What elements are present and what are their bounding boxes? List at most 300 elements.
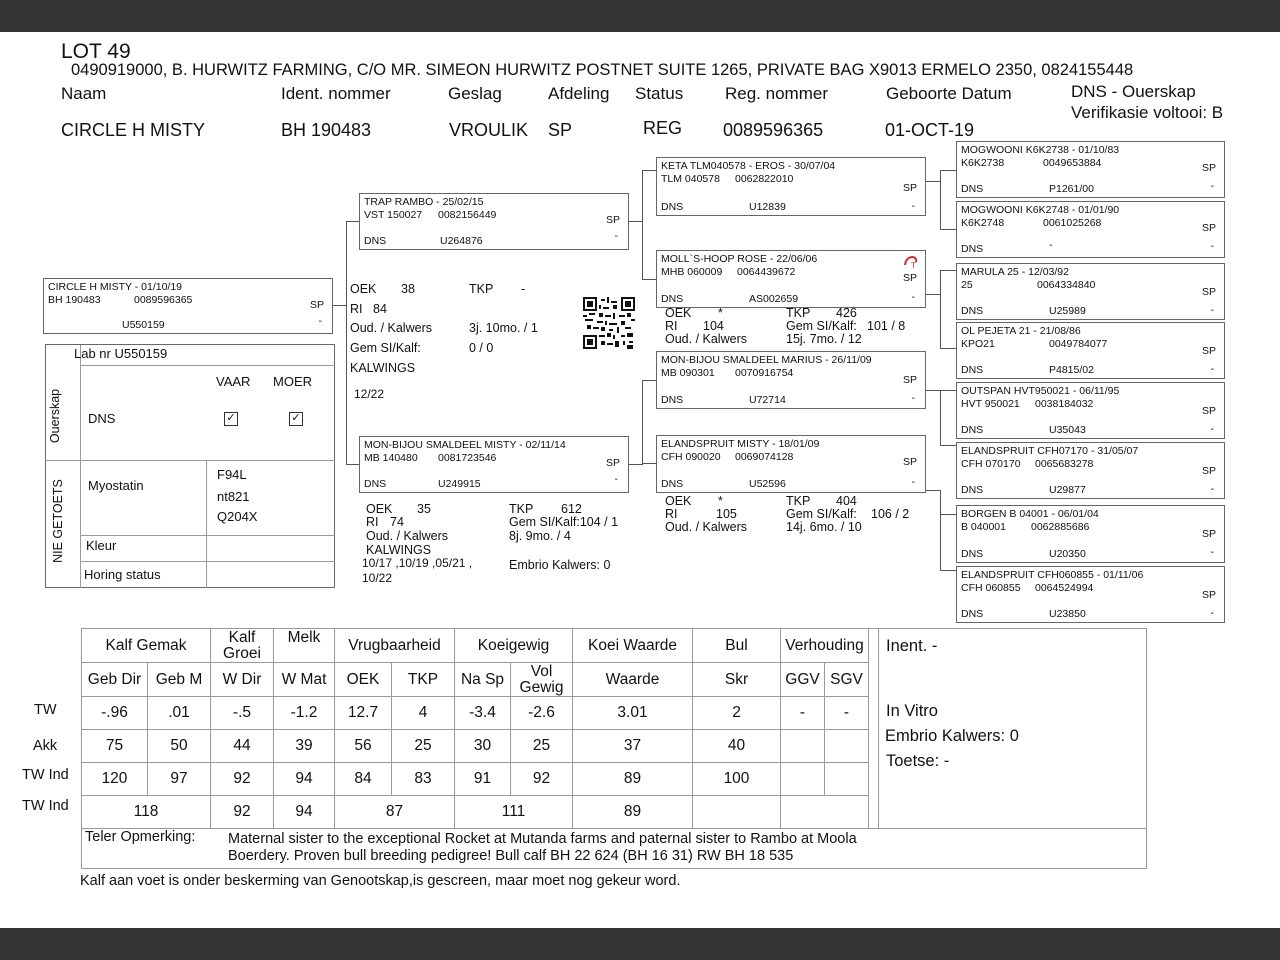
table-cell: 30 [455, 730, 511, 763]
table-cell: 3.01 [573, 697, 693, 730]
ggp-reg: 0038184032 [1035, 398, 1094, 410]
ggp-u: U35043 [1049, 424, 1086, 436]
sire-dash: - [614, 230, 618, 242]
connector [940, 348, 956, 349]
ggp-dns: DNS [961, 364, 984, 376]
embrio-kalwers: Embrio Kalwers: 0 [885, 727, 1019, 745]
sire-sp: SP [605, 214, 620, 226]
table-cell: 40 [693, 730, 781, 763]
gp-dash: - [911, 200, 915, 212]
divider [80, 345, 81, 588]
value-ident: BH 190483 [281, 120, 372, 140]
label-status: Status [635, 84, 684, 103]
gp-u: U72714 [749, 394, 786, 406]
ggp-dns: DNS [961, 183, 984, 195]
connector [940, 270, 941, 348]
ggp-title: BORGEN B 04001 - 06/01/04 [961, 508, 1099, 520]
connector [940, 170, 941, 229]
table-cell: 91 [455, 763, 511, 796]
col-vol-gewig [511, 663, 573, 697]
stat-kalwings-value: 10/17 ,10/19 ,05/21 , [362, 556, 473, 570]
ggp-u: U23850 [1049, 608, 1086, 620]
stat-tkp-value: 404 [836, 494, 857, 508]
bottom-bar [0, 928, 1280, 960]
stat-gem-label: Gem SI/Kalf: [786, 319, 857, 333]
value-naam: CIRCLE H MISTY [61, 120, 206, 140]
ebv-table [81, 628, 869, 829]
stat-ri-label: RI [665, 507, 678, 521]
stat-tkp-value: - [521, 282, 526, 296]
table-cell: 89 [573, 763, 693, 796]
connector [629, 221, 643, 222]
dam-title: MON-BIJOU SMALDEEL MISTY - 02/11/14 [364, 439, 566, 451]
row-label-twind: TW Ind [22, 767, 69, 783]
table-cell: 92 [211, 796, 274, 829]
great-grandparent-box [956, 505, 1225, 563]
animal-dash: - [318, 315, 322, 327]
great-grandparent-box [956, 382, 1225, 439]
group-melk: Melk [274, 629, 335, 663]
ggp-dns: DNS [961, 424, 984, 436]
table-cell: -1.2 [274, 697, 335, 730]
connector [940, 390, 941, 446]
inent: Inent. - [886, 637, 938, 655]
group-kalf-groei [211, 629, 274, 663]
teler-text-1: Maternal sister to the exceptional Rocket at Mutanda farms and paternal sister to Rambo at Moola [228, 831, 857, 847]
ggp-title: ELANDSPRUIT CFH060855 - 01/11/06 [961, 569, 1144, 581]
dns-ouerskap: DNS - Ouerskap [1071, 82, 1196, 101]
group-vrugbaarheid: Vrugbaarheid [335, 629, 455, 663]
great-grandparent-box [956, 201, 1225, 258]
gp-u: AS002659 [749, 293, 799, 305]
value-afdeling: SP [548, 120, 573, 140]
ggp-id: HVT 950021 [961, 398, 1020, 410]
stat-oek-value: 35 [417, 502, 431, 516]
ggp-id: K6K2748 [961, 217, 1005, 229]
table-row [82, 796, 869, 829]
table-cell [781, 796, 869, 829]
table-cell: 84 [335, 763, 392, 796]
animal-reg: 0089596365 [134, 294, 193, 306]
gp-dns: DNS [661, 293, 684, 305]
stat-oek-value: * [718, 494, 723, 508]
ggp-dns: DNS [961, 243, 984, 255]
stat-oek-value: * [718, 306, 723, 320]
table-cell: 120 [82, 763, 148, 796]
sire-title: TRAP RAMBO - 25/02/15 [364, 196, 484, 208]
grandparent-box [656, 351, 926, 409]
myostatin-label: Myostatin [88, 478, 144, 493]
great-grandparent-box [956, 263, 1225, 320]
stat-oud-value: 15j. 7mo. / 12 [786, 332, 862, 346]
label-afdeling: Afdeling [548, 84, 610, 103]
table-cell [825, 763, 869, 796]
ggp-dash: - [1210, 363, 1214, 375]
logo-icon [903, 255, 919, 269]
lab-nr: Lab nr U550159 [74, 346, 168, 361]
table-row [82, 730, 869, 763]
svg-text:T: T [911, 261, 916, 269]
divider [80, 561, 335, 562]
stat-tkp-value: 426 [836, 306, 857, 320]
label-ident: Ident. nommer [281, 84, 391, 103]
qr-code-icon [583, 297, 635, 349]
gp-dash: - [911, 291, 915, 303]
animal-sp: SP [309, 299, 324, 311]
ggp-title: MOGWOONI K6K2738 - 01/10/83 [961, 144, 1120, 156]
label-geslag: Geslag [448, 84, 502, 103]
stat-kalwings-value: 12/22 [354, 387, 385, 401]
table-cell: -.5 [211, 697, 274, 730]
value-geslag: VROULIK [449, 120, 529, 140]
table-cell: - [825, 697, 869, 730]
vaar-header: VAAR [216, 374, 251, 389]
table-cell: 92 [211, 763, 274, 796]
stat-tkp-label: TKP [786, 494, 811, 508]
stat-oek-label: OEK [665, 494, 692, 508]
table-cell: 118 [82, 796, 211, 829]
ouerskap-label: Ouerskap [48, 388, 63, 444]
ggp-dash: - [1210, 607, 1214, 619]
teler-text-2: Boerdery. Proven bull breeding pedigree! Bull calf BH 22 624 (BH 16 31) RW BH 18 535 [228, 848, 794, 864]
connector [346, 221, 359, 222]
sire-reg: 0082156449 [438, 209, 497, 221]
grandparent-box [656, 250, 926, 308]
animal-u: U550159 [122, 319, 165, 331]
table-cell: 94 [274, 796, 335, 829]
stat-ri-label: RI [350, 302, 363, 316]
ggp-dash: - [1210, 546, 1214, 558]
row-label-twind2: TW Ind [22, 798, 69, 814]
ggp-title: OL PEJETA 21 - 21/08/86 [961, 325, 1081, 337]
table-cell: 87 [335, 796, 455, 829]
stat-ri-value: 104 [703, 319, 724, 333]
ggp-sp: SP [1201, 162, 1216, 174]
gp-id: MHB 060009 [661, 266, 723, 278]
ggp-id: CFH 060855 [961, 582, 1021, 594]
group-bul: Bul [693, 629, 781, 663]
connector [346, 464, 359, 465]
animal-box [43, 278, 333, 334]
table-cell: 39 [274, 730, 335, 763]
stat-gem-value: 0 / 0 [469, 341, 494, 355]
gp-reg: 0070916754 [735, 367, 794, 379]
moer-checkbox: ✓ [289, 412, 303, 426]
stat-kalwings-value: 10/22 [362, 571, 393, 585]
myostatin-value: Q204X [217, 509, 258, 524]
ggp-sp: SP [1201, 589, 1216, 601]
divider [81, 828, 1147, 829]
table-row [82, 763, 869, 796]
ggp-sp: SP [1201, 528, 1216, 540]
connector [940, 270, 956, 271]
ggp-id: K6K2738 [961, 157, 1005, 169]
table-cell: 2 [693, 697, 781, 730]
gp-reg: 0069074128 [735, 451, 794, 463]
dam-dash: - [614, 473, 618, 485]
table-cell [781, 730, 825, 763]
ggp-dns: DNS [961, 608, 984, 620]
gp-u: U52596 [749, 478, 786, 490]
dam-id: MB 140480 [364, 452, 418, 464]
dam-reg: 0081723546 [438, 452, 497, 464]
stat-ri-value: 74 [390, 515, 404, 529]
sire-u: U264876 [440, 235, 483, 247]
stat-gem-label: Gem SI/Kalf: [786, 507, 857, 521]
stat-gem-value: 101 / 8 [867, 319, 906, 333]
ggp-id: 25 [961, 279, 973, 291]
stat-oud-value: 3j. 10mo. / 1 [469, 321, 538, 335]
gp-reg: 0064439672 [737, 266, 796, 278]
col-na-sp: Na Sp [455, 663, 511, 697]
col-w-mat: W Mat [274, 663, 335, 697]
table-cell: 56 [335, 730, 392, 763]
gp-dash: - [911, 392, 915, 404]
label-geboorte: Geboorte Datum [886, 84, 1012, 103]
myostatin-value: nt821 [217, 489, 250, 504]
dam-u: U249915 [438, 478, 481, 490]
ggp-sp: SP [1201, 222, 1216, 234]
gp-sp: SP [902, 182, 917, 194]
col-oek: OEK [335, 663, 392, 697]
ggp-title: MARULA 25 - 12/03/92 [961, 266, 1069, 278]
top-bar [0, 0, 1280, 32]
owner-line: 0490919000, B. HURWITZ FARMING, C/O MR. SIMEON HURWITZ POSTNET SUITE 1265, PRIVATE BAG X9013 ERMELO 2350, 0824155448 [71, 61, 1134, 79]
table-cell [781, 763, 825, 796]
divider [80, 365, 335, 366]
group-koei-waarde: Koei Waarde [573, 629, 693, 663]
vaar-checkbox: ✓ [224, 412, 238, 426]
dam-box [359, 436, 629, 493]
ggp-reg: 0061025268 [1043, 217, 1102, 229]
animal-id: BH 190483 [48, 294, 101, 306]
table-cell [825, 730, 869, 763]
ggp-dash: - [1210, 240, 1214, 252]
connector [940, 390, 956, 391]
ggp-u: U29877 [1049, 484, 1086, 496]
stat-tkp-label: TKP [469, 282, 494, 296]
table-cell: -.96 [82, 697, 148, 730]
gp-sp: SP [902, 272, 917, 284]
divider [80, 535, 335, 536]
gp-sp: SP [902, 374, 917, 386]
stat-oek-value: 38 [401, 282, 415, 296]
ggp-reg: 0064524994 [1035, 582, 1094, 594]
table-cell: 12.7 [335, 697, 392, 730]
table-cell: 75 [82, 730, 148, 763]
table-cell: 94 [274, 763, 335, 796]
table-cell: 92 [511, 763, 573, 796]
connector [926, 490, 940, 491]
stat-gem: Gem SI/Kalf:104 / 1 [509, 515, 619, 529]
stat-kalwings-label: KALWINGS [350, 361, 416, 375]
connector [940, 445, 956, 446]
ggp-id: CFH 070170 [961, 458, 1021, 470]
gp-id: TLM 040578 [661, 173, 720, 185]
in-vitro: In Vitro [886, 702, 938, 720]
stat-ri-value: 84 [373, 302, 387, 316]
connector [333, 305, 347, 306]
stat-gem-value: 106 / 2 [871, 507, 910, 521]
stat-gem-label: Gem SI/Kalf: [350, 341, 421, 355]
gp-title: MON-BIJOU SMALDEEL MARIUS - 26/11/09 [661, 354, 872, 366]
gp-dns: DNS [661, 394, 684, 406]
stat-tkp-label: TKP [786, 306, 811, 320]
ggp-reg: 0064334840 [1037, 279, 1096, 291]
ggp-id: KPO21 [961, 338, 995, 350]
table-cell: -2.6 [511, 697, 573, 730]
dam-sp: SP [605, 457, 620, 469]
connector [926, 294, 940, 295]
ggp-dash: - [1210, 483, 1214, 495]
ggp-dash: - [1210, 180, 1214, 192]
dam-dns: DNS [364, 478, 387, 490]
table-cell: 89 [573, 796, 693, 829]
stat-oud-label: Oud. / Kalwers [665, 520, 747, 534]
stat-tkp-label: TKP [509, 502, 534, 516]
ggp-sp: SP [1201, 286, 1216, 298]
connector [642, 170, 656, 171]
table-cell: 111 [455, 796, 573, 829]
gp-dash: - [911, 476, 915, 488]
col-ggv: GGV [781, 663, 825, 697]
connector [346, 221, 347, 465]
gp-title: MOLL`S-HOOP ROSE - 22/06/06 [661, 253, 818, 265]
table-cell: -3.4 [455, 697, 511, 730]
gp-title: KETA TLM040578 - EROS - 30/07/04 [661, 160, 836, 172]
connector [642, 279, 656, 280]
ggp-reg: 0065683278 [1035, 458, 1094, 470]
row-label-tw: TW [34, 702, 57, 718]
animal-title: CIRCLE H MISTY - 01/10/19 [48, 281, 183, 293]
moer-header: MOER [273, 374, 312, 389]
connector [940, 570, 956, 571]
toetse: Toetse: - [886, 752, 950, 770]
divider [206, 460, 207, 588]
connector [926, 390, 940, 391]
gp-dns: DNS [661, 201, 684, 213]
connector [926, 181, 940, 182]
ggp-dns: DNS [961, 548, 984, 560]
table-cell: 25 [511, 730, 573, 763]
connector [642, 463, 656, 464]
connector [940, 514, 956, 515]
stat-oek-label: OEK [350, 282, 377, 296]
ggp-u: U25989 [1049, 305, 1086, 317]
divider [878, 628, 879, 828]
gp-reg: 0062822010 [735, 173, 794, 185]
stat-oud-label: Oud. / Kalwers [366, 529, 448, 543]
stat-oud-label: Oud. / Kalwers [350, 321, 432, 335]
connector [642, 380, 656, 381]
footer-note: Kalf aan voet is onder beskerming van Genootskap,is gescreen, maar moet nog gekeur word. [80, 873, 681, 889]
table-cell: 100 [693, 763, 781, 796]
lab-box [45, 344, 335, 588]
connector [642, 170, 643, 280]
table-cell: 4 [392, 697, 455, 730]
connector [940, 170, 956, 171]
grandparent-box [656, 157, 926, 216]
great-grandparent-box [956, 322, 1225, 379]
table-cell [693, 796, 781, 829]
connector [642, 380, 643, 464]
ggp-sp: SP [1201, 345, 1216, 357]
table-cell: 50 [148, 730, 211, 763]
connector [629, 464, 643, 465]
ggp-sp: SP [1201, 465, 1216, 477]
table-cell: 44 [211, 730, 274, 763]
ggp-reg: 0062885686 [1031, 521, 1090, 533]
grandparent-box [656, 435, 926, 493]
stat-ri-label: RI [665, 319, 678, 333]
col-tkp: TKP [392, 663, 455, 697]
col-geb-dir: Geb Dir [82, 663, 148, 697]
teler-label: Teler Opmerking: [85, 829, 196, 845]
label-naam: Naam [61, 84, 107, 103]
great-grandparent-box [956, 442, 1225, 499]
ggp-u: P4815/02 [1049, 364, 1094, 376]
group-kalf-groei-label: Kalf Groei [223, 628, 261, 662]
gp-id: CFH 090020 [661, 451, 721, 463]
col-vol-gewig-label: Vol Gewig [519, 662, 564, 696]
table-cell: - [781, 697, 825, 730]
table-cell: .01 [148, 697, 211, 730]
great-grandparent-box [956, 141, 1225, 198]
ggp-u: - [1049, 239, 1053, 251]
col-sgv: SGV [825, 663, 869, 697]
stat-tkp-value: 612 [561, 502, 582, 516]
stat-kalwings-label: KALWINGS [366, 543, 432, 557]
row-label-akk: Akk [33, 738, 58, 754]
table-cell: 37 [573, 730, 693, 763]
lot-number: LOT 49 [61, 40, 131, 63]
value-reg: 0089596365 [723, 120, 824, 140]
verifikasie: Verifikasie voltooi: B [1071, 103, 1224, 122]
dns-label: DNS [88, 411, 116, 426]
connector [940, 490, 941, 570]
stat-oek-label: OEK [366, 502, 393, 516]
group-koeigewig: Koeigewig [455, 629, 573, 663]
col-skr: Skr [693, 663, 781, 697]
table-cell: 83 [392, 763, 455, 796]
ggp-reg: 0049653884 [1043, 157, 1102, 169]
gp-title: ELANDSPRUIT MISTY - 18/01/09 [661, 438, 820, 450]
ggp-sp: SP [1201, 405, 1216, 417]
table-row [82, 697, 869, 730]
great-grandparent-box [956, 566, 1225, 623]
ggp-id: B 040001 [961, 521, 1006, 533]
gp-u: U12839 [749, 201, 786, 213]
col-geb-m: Geb M [148, 663, 211, 697]
stat-oek-label: OEK [665, 306, 692, 320]
nie-getoets-label: NIE GETOETS [50, 479, 65, 563]
kleur-label: Kleur [86, 538, 117, 553]
ggp-title: ELANDSPRUIT CFH07170 - 31/05/07 [961, 445, 1139, 457]
table-cell: 97 [148, 763, 211, 796]
gp-id: MB 090301 [661, 367, 715, 379]
stat-oud-value: 8j. 9mo. / 4 [509, 529, 571, 543]
ggp-dash: - [1210, 304, 1214, 316]
horing-status-label: Horing status [84, 567, 161, 582]
col-waarde: Waarde [573, 663, 693, 697]
ggp-title: OUTSPAN HVT950021 - 06/11/95 [961, 385, 1120, 397]
stat-oud-label: Oud. / Kalwers [665, 332, 747, 346]
sire-box [359, 193, 629, 250]
group-verhouding: Verhouding [781, 629, 869, 663]
col-w-dir: W Dir [211, 663, 274, 697]
divider [46, 460, 335, 461]
gp-sp: SP [902, 456, 917, 468]
